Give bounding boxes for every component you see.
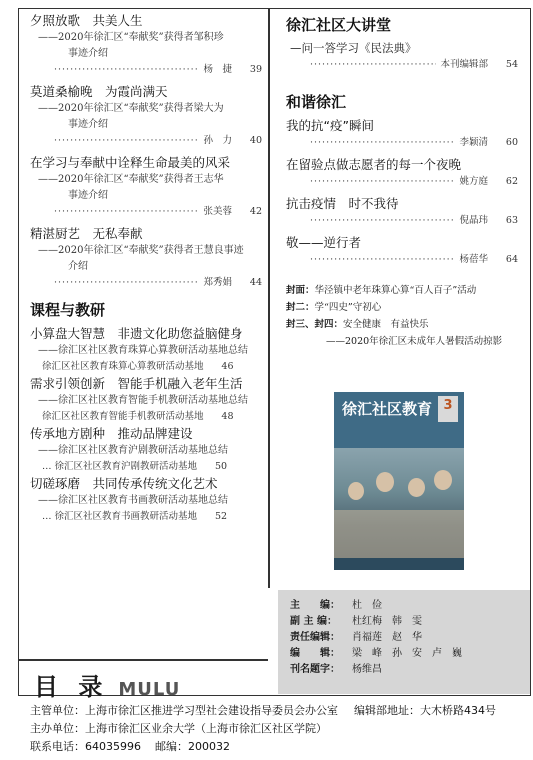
entry-page: 39 (249, 64, 262, 75)
entry-leader (286, 57, 518, 73)
entry-leader (30, 359, 262, 375)
toc-heading (34, 667, 180, 702)
entry-leader (30, 133, 262, 149)
entry-leader (30, 275, 262, 291)
section-title-lecture: 徐汇社区大讲堂 (286, 16, 392, 34)
entry-page: 64 (505, 254, 518, 265)
entry-title: —问一答学习《民法典》 (290, 41, 417, 55)
entry-subtitle: ——徐汇区社区教育智能手机教研活动基地总结 (38, 395, 248, 406)
entry-title: 莫道桑榆晚 为霞尚满天 (30, 84, 168, 99)
entry-title: 精湛厨艺 无私奉献 (30, 226, 143, 241)
staff-names: 杜 俭 (352, 600, 382, 611)
cover-credit-text: 安全健康 有益快乐 (343, 319, 429, 330)
editorial-staff-box (278, 590, 530, 694)
entry-page: 62 (505, 176, 518, 187)
entry-subtitle: ——2020年徐汇区“奉献奖”获得者王志华 (38, 174, 224, 185)
entry-page: 44 (249, 277, 262, 288)
entry-title: 在留验点做志愿者的每一个夜晚 (286, 157, 462, 172)
entry-page: 40 (249, 135, 262, 146)
entry-subtitle: ——2020年徐汇区“奉献奖”获得者梁大为 (38, 103, 224, 114)
entry-leader (30, 62, 262, 78)
cover-credit-extra: ——2020年徐汇区未成年人暑假活动掠影 (326, 336, 503, 347)
staff-role: 刊名题字： (290, 664, 340, 675)
staff-role: 副 主 编： (290, 616, 337, 627)
cover-credit (286, 282, 518, 299)
entry-title: 切磋琢磨 共同传承传统文化艺术 (30, 476, 218, 491)
entry-author: 杨蓓华 (459, 254, 488, 265)
entry-title: 我的抗“疫”瞬间 (286, 118, 374, 133)
column-divider (268, 8, 270, 588)
toc-entry[interactable] (30, 475, 262, 525)
entry-subtitle-cont: 介绍 (68, 261, 88, 272)
staff-row (278, 646, 530, 662)
magazine-cover-image (334, 392, 464, 570)
entry-author: 郑秀娟 (203, 277, 232, 288)
entry-author: … 徐汇区社区教育书画教研活动基地 (42, 511, 198, 522)
entry-page: 50 (214, 461, 228, 472)
cover-bottom-bar (334, 558, 464, 570)
toc-entry[interactable] (30, 425, 262, 475)
entry-leader (286, 135, 518, 151)
toc-entry[interactable] (30, 325, 262, 375)
cover-credit-label: 封二： (286, 302, 315, 313)
entry-page: 54 (505, 59, 518, 70)
staff-role: 编 辑： (290, 648, 340, 659)
toc-heading-en: MULU (118, 679, 181, 700)
cover-credit-text: 学“四史”守初心 (314, 302, 382, 313)
entry-page: 60 (505, 137, 518, 148)
entry-subtitle: ——徐汇区社区教育珠算心算教研活动基地总结 (38, 345, 248, 356)
toc-entry[interactable] (286, 117, 518, 151)
toc-entry[interactable] (30, 225, 262, 291)
entry-leader (30, 509, 262, 525)
entry-author: 孙 力 (203, 135, 232, 146)
entry-subtitle: ——徐汇区社区教育书画教研活动基地总结 (38, 495, 228, 506)
cover-photo (334, 448, 464, 558)
staff-row (278, 662, 530, 678)
entry-leader (30, 204, 262, 220)
entry-leader (30, 459, 262, 475)
staff-row (278, 614, 530, 630)
section-title-harmony: 和谐徐汇 (286, 93, 347, 111)
mulu-divider (18, 659, 268, 661)
entry-leader (286, 252, 518, 268)
toc-entry[interactable] (286, 156, 518, 190)
toc-entry[interactable] (30, 154, 262, 220)
staff-row (278, 630, 530, 646)
publication-footer (30, 702, 496, 756)
cover-credit-text: 华泾镇中老年珠算心算“百人百子”活动 (314, 285, 477, 296)
entry-page: 42 (249, 206, 262, 217)
entry-author: 徐汇区社区教育智能手机教研活动基地 (42, 411, 204, 422)
entry-author: 徐汇区社区教育珠算心算教研活动基地 (42, 361, 204, 372)
entry-subtitle-cont: 事迹介绍 (68, 119, 108, 130)
entry-subtitle-cont: 事迹介绍 (68, 190, 108, 201)
cover-credit (286, 299, 518, 316)
entry-author: 姚方庭 (459, 176, 488, 187)
footer-sponsor: 主管单位：上海市徐汇区推进学习型社会建设指导委员会办公室 (30, 704, 338, 717)
cover-credit (286, 316, 518, 333)
entry-title: 夕照放歌 共美人生 (30, 13, 143, 28)
entry-leader (286, 174, 518, 190)
toc-entry[interactable] (30, 375, 262, 425)
entry-leader (286, 213, 518, 229)
entry-subtitle: ——2020年徐汇区“奉献奖”获得者王慧良事迹 (38, 245, 244, 256)
entry-page: 52 (214, 511, 228, 522)
entry-page: 48 (221, 411, 234, 422)
toc-entry[interactable] (286, 40, 518, 73)
staff-names: 杨维昌 (352, 664, 382, 675)
entry-leader (30, 409, 262, 425)
left-column (30, 12, 262, 525)
footer-address: 编辑部地址：大木桥路434号 (354, 704, 496, 717)
footer-postcode: 邮编：200032 (155, 740, 230, 753)
entry-title: 需求引领创新 智能手机融入老年生活 (30, 376, 243, 391)
entry-author: 杨 捷 (203, 64, 232, 75)
toc-entry[interactable] (30, 83, 262, 149)
cover-credit-label: 封面： (286, 285, 315, 296)
staff-names: 梁 峰 孙 安 卢 巍 (352, 648, 462, 659)
staff-role: 主 编： (290, 600, 340, 611)
cover-title: 徐汇社区教育 (342, 400, 433, 418)
entry-author: 倪晶玮 (459, 215, 488, 226)
staff-names: 杜红梅 韩 雯 (352, 616, 422, 627)
cover-issue: 3 (438, 396, 458, 422)
toc-heading-cn: 目 录 (34, 673, 109, 701)
staff-row (278, 598, 530, 614)
toc-entry[interactable] (286, 234, 518, 268)
footer-organizer: 主办单位：上海市徐汇区业余大学（上海市徐汇区社区学院） (30, 722, 327, 735)
entry-subtitle: ——徐汇区社区教育沪剧教研活动基地总结 (38, 445, 228, 456)
entry-author: 李颖清 (459, 137, 488, 148)
right-column (286, 14, 518, 350)
staff-names: 肖福莲 赵 华 (352, 632, 422, 643)
entry-title: 传承地方剧种 推动品牌建设 (30, 426, 193, 441)
toc-entry[interactable] (286, 195, 518, 229)
entry-title: 在学习与奉献中诠释生命最美的风采 (30, 155, 231, 170)
entry-subtitle: ——2020年徐汇区“奉献奖”获得者邹积珍 (38, 32, 224, 43)
cover-credit-label: 封三、封四： (286, 319, 344, 330)
entry-title: 抗击疫情 时不我待 (286, 196, 399, 211)
entry-page: 63 (505, 215, 518, 226)
entry-title: 小算盘大智慧 非遗文化助您益脑健身 (30, 326, 243, 341)
staff-role: 责任编辑： (290, 632, 340, 643)
entry-subtitle-cont: 事迹介绍 (68, 48, 108, 59)
entry-page: 46 (221, 361, 234, 372)
toc-entry[interactable] (30, 12, 262, 78)
entry-author: 本刊编辑部 (440, 59, 488, 70)
footer-phone: 联系电话：64035996 (30, 740, 141, 753)
section-title-courses: 课程与教研 (30, 301, 106, 319)
entry-title: 敬——逆行者 (286, 235, 362, 250)
entry-author: 张美蓉 (203, 206, 232, 217)
entry-author: … 徐汇区社区教育沪剧教研活动基地 (42, 461, 198, 472)
